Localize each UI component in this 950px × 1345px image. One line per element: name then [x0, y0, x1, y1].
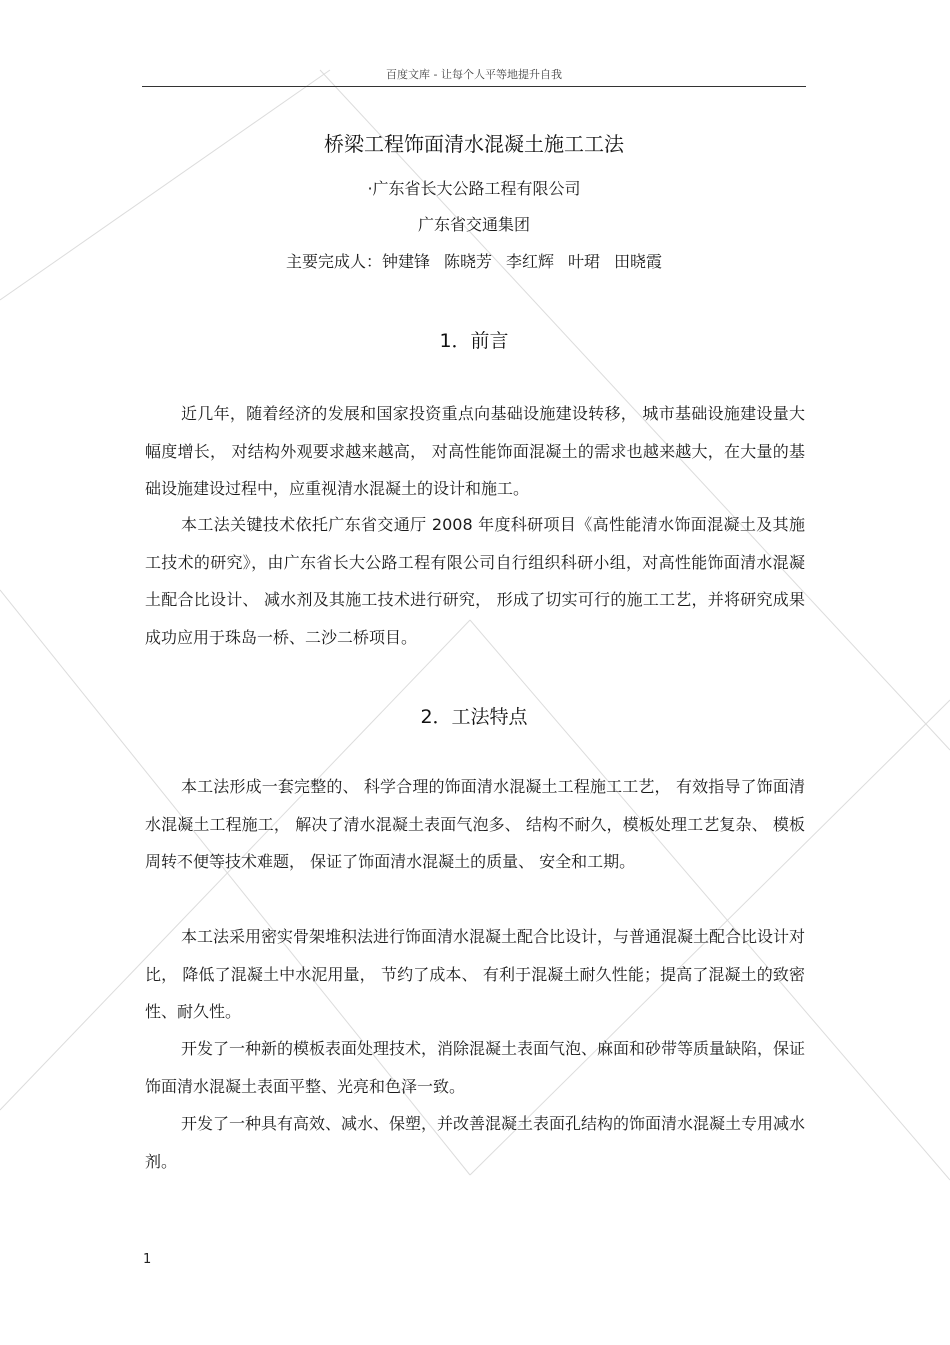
author-name: 钟建锋	[381, 252, 430, 271]
paragraph: 近几年，随着经济的发展和国家投资重点向基础设施建设转移， 城市基础设施建设量大幅度增长， 对结构外观要求越来越高， 对高性能饰面混凝土的需求也越来越大，在大量的基础设施建设过程中，应重视清水混凝土的设计和施工。	[145, 404, 805, 498]
header-rule	[142, 86, 806, 87]
organization-line: ·广东省长大公路工程有限公司	[367, 179, 581, 198]
author-name: 田晓霞	[614, 252, 663, 271]
page-header: 百度文库 - 让每个人平等地提升自我	[386, 68, 562, 81]
page-number: 1	[143, 1252, 152, 1267]
author-name: 叶珺	[568, 252, 601, 271]
authors-line	[142, 249, 806, 272]
paragraph: 本工法采用密实骨架堆积法进行饰面清水混凝土配合比设计，与普通混凝土配合比设计对比， 降低了混凝土中水泥用量， 节约了成本、 有利于混凝土耐久性能；提高了混凝土的致密性、耐久性。	[145, 927, 806, 1021]
paragraph: 开发了一种新的模板表面处理技术，消除混凝土表面气泡、麻面和砂带等质量缺陷，保证饰面清水混凝土表面平整、光亮和色泽一致。	[145, 1039, 806, 1096]
author-name: 李红辉	[506, 252, 555, 271]
organization-line: 广东省交通集团	[417, 215, 530, 234]
paragraph: 本工法关键技术依托广东省交通厅 2008 年度科研项目《高性能清水饰面混凝土及其施工技术的研究》，由广东省长大公路工程有限公司自行组织科研小组，对高性能饰面清水混凝土配合比设计、 减水剂及其施工技术进行研究， 形成了切实可行的施工工艺，并将研究成果成功应用于珠岛一桥、二沙二桥项目。	[145, 515, 805, 647]
paragraph: 本工法形成一套完整的、 科学合理的饰面清水混凝土工程施工工艺， 有效指导了饰面清水混凝土工程施工， 解决了清水混凝土表面气泡多、 结构不耐久，模板处理工艺复杂、 模板周转不便等技术难题， 保证了饰面清水混凝土的质量、 安全和工期。	[145, 777, 805, 871]
section-heading: 1．前言	[439, 330, 509, 352]
paragraph: 开发了一种具有高效、减水、保塑，并改善混凝土表面孔结构的饰面清水混凝土专用减水剂。	[145, 1114, 806, 1171]
section-heading: 2．工法特点	[420, 706, 528, 728]
authors-label: 主要完成人：	[285, 252, 382, 271]
author-name: 陈晓芳	[443, 252, 492, 271]
document-title: 桥梁工程饰面清水混凝土施工工法	[324, 132, 624, 156]
